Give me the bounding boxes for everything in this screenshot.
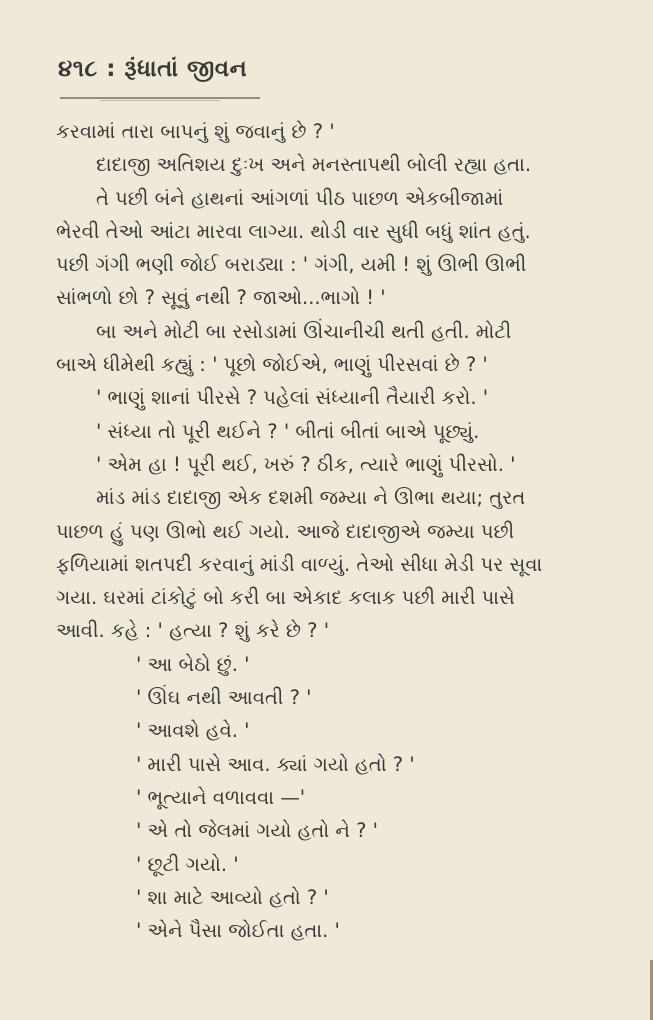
text-line: બા અને મોટી બા રસોડામાં ઊંચાનીચી થતી હતી. મોટી <box>96 319 512 343</box>
text-line: તે પછી બંને હાથનાં આંગળાં પીઠ પાછળ એકબીજામાં <box>96 186 504 210</box>
text-line: ફળિયામાં શતપદી કરવાનું માંડી વાળ્યું. તેઓ સીધા મેડી પર સૂવા <box>56 552 543 576</box>
text-line: સાંભળો છો ? સૂવું નથી ? જાઓ...ભાગો ! ' <box>56 286 386 310</box>
text-line: ' શા માટે આવ્યો હતો ? ' <box>136 885 329 909</box>
text-line: ' એમ હા ! પૂરી થઈ, ખરું ? ઠીક, ત્યારે ભાણું પીરસો. ' <box>96 452 516 476</box>
text-line: પાછળ હું પણ ઊભો થઈ ગયો. આજે દાદાજીએ જમ્યા પછી <box>56 519 515 543</box>
text-line: ' ભાણું શાનાં પીરસે ? પહેલાં સંધ્યાની તૈયારી કરો. ' <box>96 386 489 410</box>
text-line: ' ઊંઘ નથી આવતી ? ' <box>136 686 312 710</box>
text-line: આવી. કહે : ' હત્યા ? શું કરે છે ? ' <box>56 619 330 643</box>
header-rule <box>60 95 260 101</box>
book-title: રૂંધાતાં જીવન <box>124 56 248 82</box>
text-line: માંડ માંડ દાદાજી એક દશમી જમ્યા ને ઊભા થયા; તુરત <box>96 486 526 510</box>
text-line: બાએ ધીમેથી કહ્યું : ' પૂછો જોઈએ, ભાણું પીરસવાં છે ? ' <box>56 353 488 377</box>
text-line: ગયા. ઘરમાં ટાંકોટું બો કરી બા એકાદ કલાક પછી મારી પાસે <box>56 586 515 610</box>
text-line: ' છૂટી ગયો. ' <box>136 852 239 876</box>
text-line: ' એને પૈસા જોઈતા હતા. ' <box>136 919 340 943</box>
text-line: ' મારી પાસે આવ. ક્યાં ગયો હતો ? ' <box>136 752 415 776</box>
running-header <box>58 56 247 82</box>
text-line: ' આવશે હવે. ' <box>136 719 250 743</box>
page-number: ૪૧૮ <box>58 56 98 82</box>
text-line: પછી ગંગી ભણી જોઈ બરાડ્યા : ' ગંગી, યમી ! શું ઊભી ઊભી <box>56 253 527 277</box>
body-text <box>56 115 586 947</box>
text-line: ' સંધ્યા તો પૂરી થઈને ? ' બીતાં બીતાં બાએ પૂછ્યું. <box>96 419 480 443</box>
text-line: ભેરવી તેઓ આંટા મારવા લાગ્યા. થોડી વાર સુધી બધું શાંત હતું. <box>56 219 531 243</box>
text-line: કરવામાં તારા બાપનું શું જવાનું છે ? ' <box>56 120 335 143</box>
text-line: ' ભૂત્યાને વળાવવા —' <box>136 785 306 809</box>
text-line: ' આ બેઠો છું. ' <box>136 652 250 676</box>
header-separator: : <box>97 56 125 82</box>
text-line: દાદાજી અતિશય દુઃખ અને મનસ્તાપથી બોલી રહ્યા હતા. <box>96 153 532 177</box>
text-line: ' એ તો જેલમાં ગયો હતો ને ? ' <box>136 819 379 843</box>
